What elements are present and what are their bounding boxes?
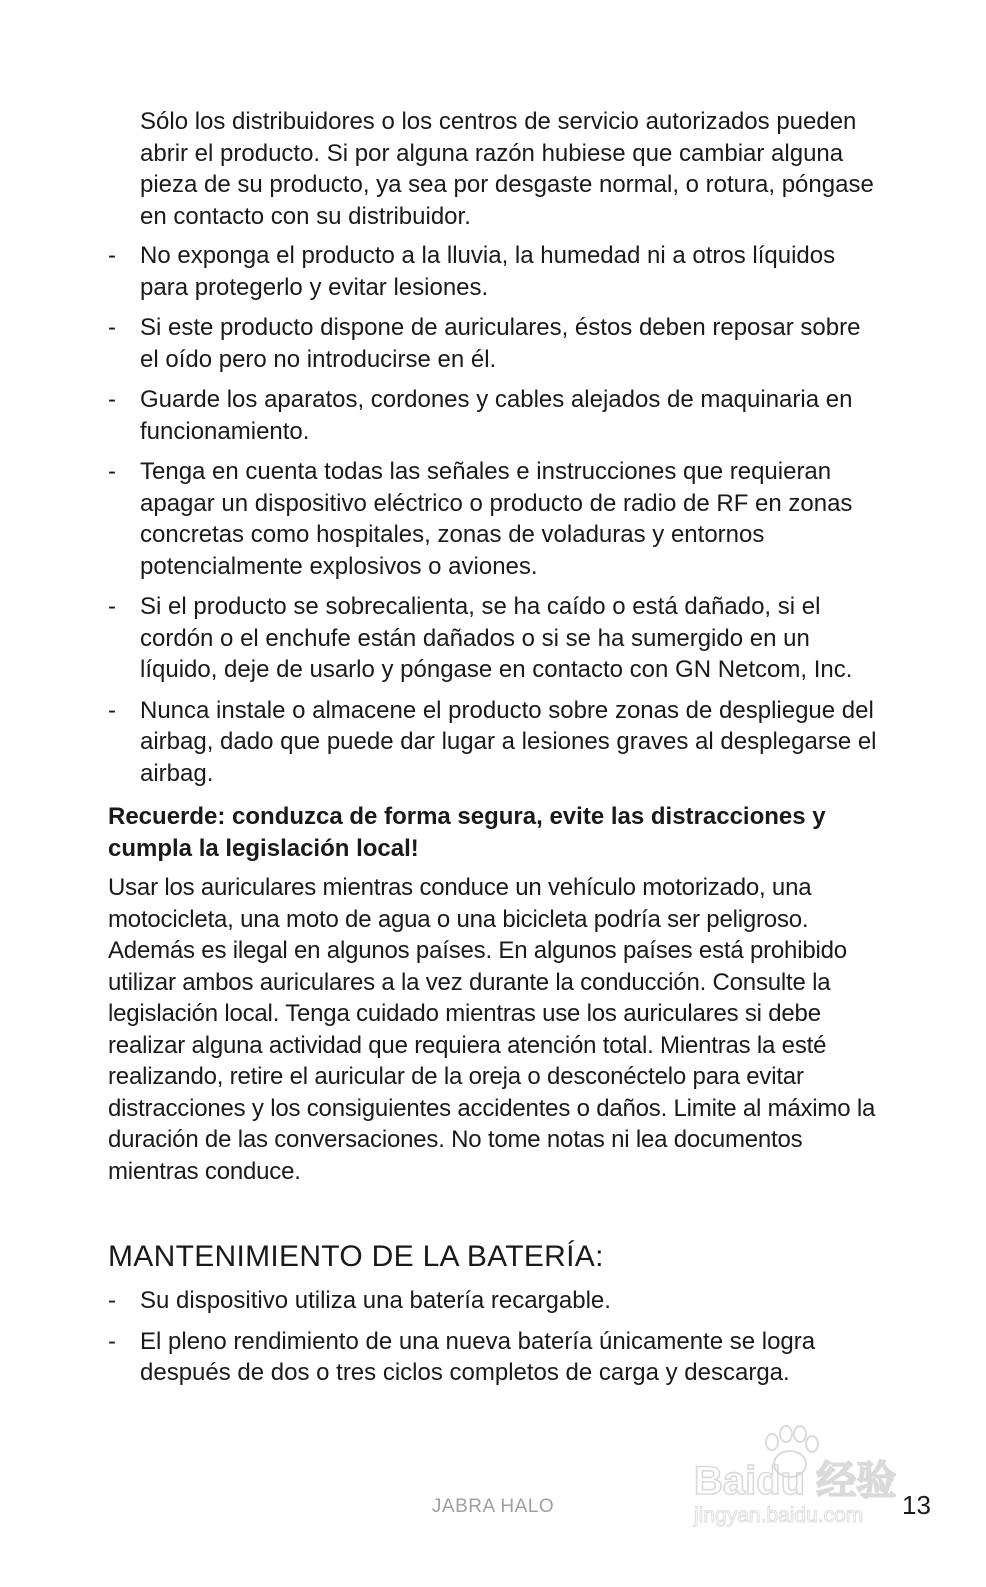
- watermark-url: jingyan.baidu.com: [694, 1504, 864, 1527]
- bullet-dash: -: [108, 593, 116, 620]
- battery-bullet-item: [108, 1285, 878, 1317]
- bullet-text: Si este producto dispone de auriculares, éstos deben reposar sobre el oído pero no introducirse en él.: [140, 314, 861, 373]
- bullet-text: No exponga el producto a la lluvia, la humedad ni a otros líquidos para protegerlo y evitar lesiones.: [140, 242, 836, 301]
- warning-body: Usar los auriculares mientras conduce un vehículo motorizado, una motocicleta, una moto de agua o una bicicleta podría ser peligroso. Además es ilegal en algunos países. En algunos países está prohibido utilizar ambos auriculares a la vez durante la conducción. Consulte la legislación local. Tenga cuidado mientras use los auriculares si debe realizar alguna actividad que requiera atención total. Mientras la esté realizando, retire el auricular de la oreja o desconéctelo para evitar distracciones y los consiguientes accidentes o daños. Limite al máximo la duración de las conversaciones. No tome notas ni lea documentos mientras conduce.: [108, 874, 876, 1185]
- battery-bullet-list: [108, 1285, 878, 1389]
- bullet-text: El pleno rendimiento de una nueva batería únicamente se logra después de dos o tres ciclos completos de carga y descarga.: [140, 1327, 816, 1386]
- bullet-dash: -: [108, 696, 116, 724]
- warning-title: Recuerde: conduzca de forma segura, evite las distracciones y cumpla la legislación local!: [108, 803, 826, 862]
- bullet-text: Tenga en cuenta todas las señales e instrucciones que requieran apagar un dispositivo eléctrico o producto de radio de RF en zonas concretas como hospitales, zonas de voladuras y entornos potencialmente explosivos o aviones.: [140, 458, 853, 580]
- bullet-text: Su dispositivo utiliza una batería recargable.: [140, 1287, 611, 1314]
- intro-paragraph: Sólo los distribuidores o los centros de servicio autorizados pueden abrir el producto. Si por alguna razón hubiese que cambiar alguna pieza de su producto, ya sea por desgaste normal, o rotura, póngase en contacto con su distribuidor.: [140, 108, 874, 230]
- bullet-dash: -: [108, 1287, 116, 1314]
- bullet-dash: -: [108, 458, 116, 485]
- watermark-brand: Baidu 经验: [694, 1459, 897, 1503]
- safety-bullet-item: [108, 456, 878, 582]
- bullet-text: Guarde los aparatos, cordones y cables alejados de maquinaria en funcionamiento.: [140, 386, 853, 445]
- battery-bullet-item: [108, 1326, 878, 1389]
- footer-brand: JABRA HALO: [431, 1496, 555, 1517]
- bullet-text: Si el producto se sobrecalienta, se ha caído o está dañado, si el cordón o el enchufe están dañados o si se ha sumergido en un líquido, deje de usarlo y póngase en contacto con GN Netcom, Inc.: [140, 593, 853, 683]
- bullet-dash: -: [108, 386, 116, 413]
- safety-bullet-item: [108, 384, 878, 447]
- bullet-text: Nunca instale o almacene el producto sobre zonas de despliegue del airbag, dado que puede dar lugar a lesiones graves al desplegarse el airbag.: [140, 696, 877, 787]
- bullet-dash: -: [108, 1327, 116, 1355]
- bullet-dash: -: [108, 242, 116, 269]
- safety-bullet-item: [108, 695, 878, 790]
- bullet-dash: -: [108, 314, 116, 341]
- safety-bullet-list: [108, 240, 878, 789]
- safety-bullet-item: [108, 591, 878, 686]
- safety-bullet-item: [108, 240, 878, 303]
- safety-bullet-item: [108, 312, 878, 375]
- page-number: 13: [902, 1490, 931, 1520]
- battery-section-heading: MANTENIMIENTO DE LA BATERÍA:: [108, 1240, 604, 1273]
- main-content: [108, 106, 878, 1398]
